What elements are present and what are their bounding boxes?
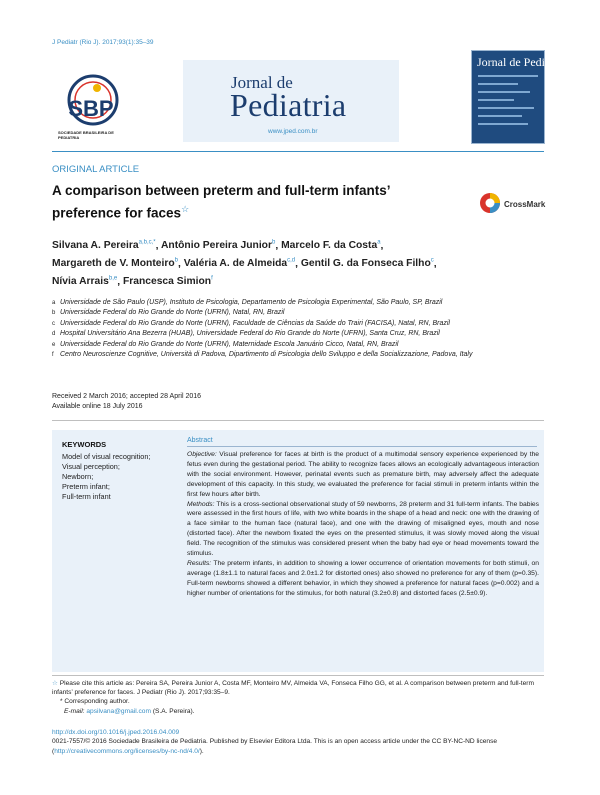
article-title <box>52 182 452 223</box>
received-date: Received 2 March 2016; accepted 28 April 2016 <box>52 393 202 400</box>
doi-link[interactable]: http://dx.doi.org/10.1016/j.jped.2016.04.009 <box>52 729 180 736</box>
license-link[interactable]: http://creativecommons.org/licenses/by-nc-nd/4.0/ <box>54 747 200 755</box>
citation-footnote: ☆ Please cite this article as: Pereira SA, Pereira Junior A, Costa MF, Monteiro MV, Almeida VA, Fonseca Filho GG, et al. A comparison between preterm and full-term infants’ preference for faces. J Pediatr (Rio J). 2017;93:35–9. <box>52 680 534 697</box>
author[interactable]: Gentil G. da Fonseca Filho$^c$ <box>300 257 434 270</box>
author[interactable]: Francesca Simion$^f$ <box>122 275 213 288</box>
author[interactable]: Marcelo F. da Costa$^a$ <box>281 240 381 252</box>
affiliations <box>52 298 544 360</box>
divider <box>52 420 544 421</box>
keywords-list <box>62 452 172 502</box>
author[interactable]: Antônio Pereira Junior$^b$ <box>160 240 276 252</box>
author-list: Silvana A. Pereira$^{a,b,c,*}$, Antônio Pereira Junior$^b$, Marcelo F. da Costa$^a$, Margareth de V. Monteiro$^b$, Valéria A. de Almeida$^{c,d}$, Gentil G. da Fonseca Filho$^c$, Nívia Arrais$^{b,e}$, Francesca Simion$^f$ <box>52 240 437 288</box>
keyword: Newborn; <box>62 472 94 481</box>
crossmark-label: CrossMark <box>504 200 546 209</box>
copyright-notice: 0021-7557/© 2016 Sociedade Brasileira de Pediatria. Published by Elsevier Editora Ltda. This is an open access article under the CC BY-NC-ND license (http://creativecommons.org/licenses/by-nc-nd/4.0/). <box>52 738 498 755</box>
cover-title: Jornal de Pediatria <box>477 55 567 69</box>
abstract-objective: Objective: Visual preference for faces at birth is the product of a multimodal sensory experience experienced by the fetus even during the gestational period. The ability to recognize faces allows an ecologically advantageous interaction with the social environment. However, perinatal events such as premature birth, may adversely affect the adequate development of this capacity. In this study, we evaluated the preference for facial stimuli in preterm infants within the first few hours after birth. <box>187 451 540 498</box>
article-title-text: A comparison between preterm and full-term infants’ preference for faces <box>52 183 390 221</box>
sbp-logo-text: SBP <box>68 96 114 121</box>
affiliation: b Universidade Federal do Rio Grande do Norte (UFRN), Natal, RN, Brazil <box>52 309 285 317</box>
journal-name-line2: Pediatria <box>230 87 347 123</box>
email-link[interactable]: apsilvana@gmail.com <box>86 707 151 715</box>
footnote-divider <box>52 675 544 676</box>
affiliation: e Universidade Federal do Rio Grande do Norte (UFRN), Maternidade Escola Januário Cicco, Natal, RN, Brazil <box>52 340 399 348</box>
abstract-body <box>187 450 539 599</box>
keyword: Model of visual recognition; <box>62 452 151 461</box>
author[interactable]: Silvana A. Pereira$^{a,b,c,*}$ <box>52 240 156 252</box>
footnotes <box>52 679 544 716</box>
corresponding-author-note: * Corresponding author. <box>60 698 130 706</box>
available-date: Available online 18 July 2016 <box>52 402 143 410</box>
keyword: Visual perception; <box>62 462 120 471</box>
author[interactable]: Nívia Arrais$^{b,e}$ <box>52 275 118 288</box>
title-footnote-mark[interactable]: ☆ <box>181 204 190 214</box>
article-dates <box>52 392 201 411</box>
affiliation: d Hospital Universitário Ana Bezerra (HUAB), Universidade Federal do Rio Grande do Norte (UFRN), Santa Cruz, RN, Brazil <box>52 330 440 338</box>
sbp-logo <box>57 68 134 138</box>
journal-name-line1: Jornal de <box>231 73 293 92</box>
author[interactable]: Valéria A. de Almeida$^{c,d}$ <box>183 257 296 270</box>
abstract-results: Results: The preterm infants, in addition to showing a lower occurrence of orientation movements for both stimuli, on average (1.8±1.1 to natural faces and 2.0±1.2 for distorted ones) also showed no preference for any of them (p=0.35). Full-term newborns showed a different behavior, in which they showed a preference for natural faces (p=0.002) and a higher number of orientations for the stimulus, for both natural (3.2±0.8) and distorted faces (2.5±0.9). <box>187 559 539 597</box>
email-note: E-mail: apsilvana@gmail.com (S.A. Pereira). <box>64 707 195 715</box>
article-footer <box>52 728 544 756</box>
keyword: Preterm infant; <box>62 482 110 491</box>
journal-url-link[interactable]: www.jped.com.br <box>268 128 318 135</box>
affiliation: c Universidade Federal do Rio Grande do Norte (UFRN), Faculdade de Ciências da Saúde do Trairi (FACISA), Natal, RN, Brazil <box>52 319 450 327</box>
affiliation: f Centro Neuroscienze Cognitive, Università di Padova, Dipartimento di Psicologia dello Sviluppo e della Socializzazione, Padova, Italy <box>52 351 473 359</box>
author[interactable]: Margareth de V. Monteiro$^b$ <box>52 257 178 270</box>
abstract-methods: Methods: This is a cross-sectional observational study of 59 newborns, 28 preterm and 31 full-term infants. The babies were assessed in the first hours of life, with two white boards in the shape of a head and neck: one with the drawing of a face similar to the human face (natural face), and one with the drawing of misaligned eyes, mouth and nose (distorted face). After the newborn fixated the eyes on the presented stimulus, it was slowly moved along the visual field. The recognition of the stimulus was considered present when the baby had eye or head movements toward the stimulus. <box>187 500 539 558</box>
header-divider <box>52 151 544 152</box>
affiliation: a Universidade de São Paulo (USP), Instituto de Psicologia, Departamento de Psicologia Experimental, São Paulo, SP, Brazil <box>52 299 443 306</box>
abstract-heading: Abstract <box>187 437 213 444</box>
journal-citation: J Pediatr (Rio J). 2017;93(1):35–39 <box>52 39 154 46</box>
abstract-heading-rule <box>187 446 537 447</box>
article-section-label: ORIGINAL ARTICLE <box>52 164 140 175</box>
crossmark-badge[interactable] <box>478 188 550 218</box>
keywords-heading: KEYWORDS <box>62 440 107 449</box>
keyword: Full-term infant <box>62 492 111 501</box>
society-name: SOCIEDADE BRASILEIRA DE PEDIATRIA <box>58 130 114 140</box>
